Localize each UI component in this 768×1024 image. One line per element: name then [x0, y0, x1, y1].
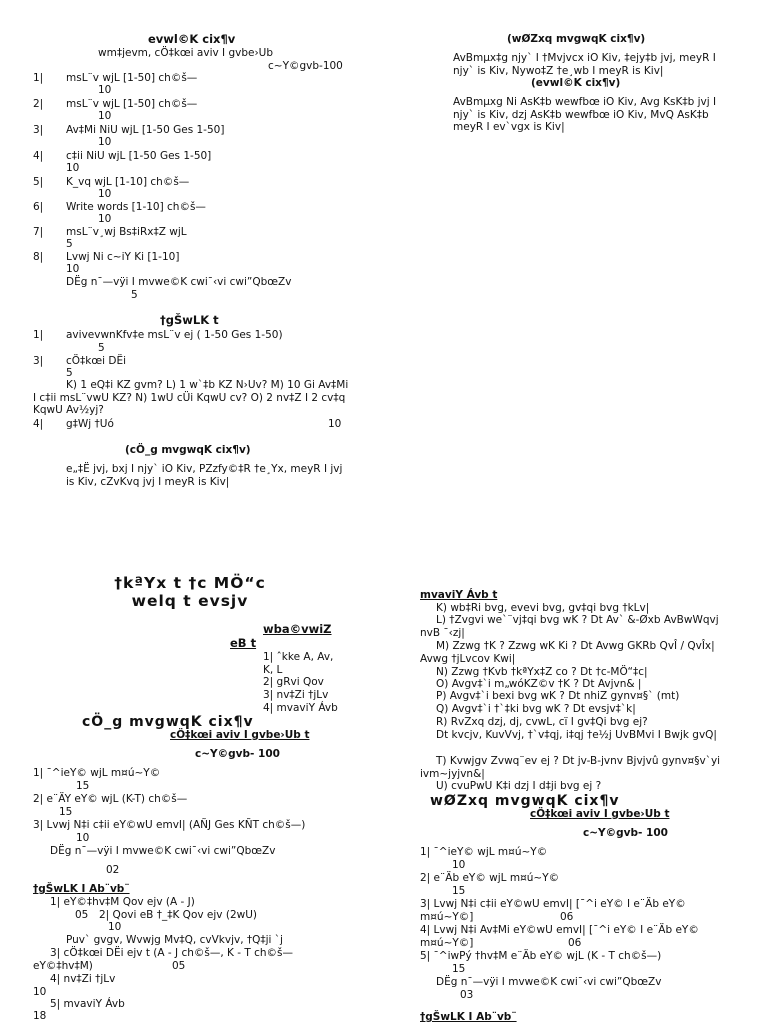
- oral-item-text: 1| eY©‡hv‡M Qov ejv (A - J): [50, 896, 195, 908]
- oral-item-text: g‡Wj †Uó: [66, 418, 114, 430]
- item-text: c‡ii NiU wjL [1-50 Ges 1-50]: [66, 150, 212, 162]
- item-number: 5|: [33, 176, 44, 188]
- exam-item-text: 4| Lvwj N‡i Av‡Mi eY©wU emvI| [¯^i eY© I e¨Äb eY© m¤ú~Y©]: [420, 924, 699, 949]
- subject-header: welq t evsjv: [131, 592, 249, 610]
- annual-term-text: AvBmµxg Ni AsK‡b wewfbœ iO Kiv, Avg KsK‡b jvj I njy` is Kiv, dzj AsK‡b wewfbœ iO Kiv, MvQ AsK‡b meyR I ev`vgx is Kiv|: [453, 96, 717, 134]
- list-item: O) Avgv‡`i m„wóKZ©v †K ? Dt Avjvn& |: [436, 678, 642, 690]
- item-marks: 10: [66, 263, 80, 275]
- item-text: msL¨v wjL [1-50] ch©š—: [66, 98, 198, 110]
- item-marks: 10: [98, 213, 112, 225]
- oral-item-text: cÖ‡kœi DËi: [66, 355, 127, 367]
- item-marks: 10: [66, 162, 80, 174]
- oral-item-marks: 5: [98, 342, 105, 354]
- oral-section-title: †gŠwLK t: [160, 313, 219, 327]
- syllabus-label: wba©vwiZ: [263, 622, 332, 636]
- first-term-text: e„‡Ë jvj, bxj I njy` iO Kiv, PZzfy©‡R †e¸Yx, meyR I jvj is Kiv, cZvKvq jvj I meyR is Kiv|: [66, 463, 343, 488]
- handwriting-note: DËg n¯—vÿi I mvwe©K cwi¯‹vi cwi”QbœZv: [66, 276, 292, 288]
- book-item: 4| mvaviY Ávb: [263, 702, 338, 714]
- list-item: L) †Zvgvi we`¨vj‡qi bvg wK ? Dt Av` &-Øxb AvBwWqvj nvB ¯‹zj|: [420, 614, 719, 639]
- rhyme-list: Puv` gvgv, Wvwjg Mv‡Q, cvVkvjv, †Q‡ji `j: [66, 934, 283, 946]
- oral-others-title: †gŠwLK I Ab¨vb¨: [420, 1011, 517, 1023]
- oral-item-text: 2| Qovi eB †_‡K Qov ejv (2wU): [99, 909, 258, 921]
- annual-exam-title: evwl©K cix¶v: [148, 32, 236, 46]
- oral-item-text: 4| nv‡Zi †jLv: [50, 973, 116, 985]
- item-text: msL¨v wjL [1-50] ch©š—: [66, 72, 198, 84]
- oral-item-marks: 05: [172, 960, 186, 972]
- class-header: †kªYx t †c MÖ“c: [114, 574, 266, 592]
- first-term-exam-title: cÖ_g mvgwqK cix¶v: [82, 714, 254, 730]
- item-text: msL¨v¸wj Bs‡iRx‡Z wjL: [66, 226, 187, 238]
- question-list: K) 1 eQ‡i KZ gvm? L) 1 w`‡b KZ N›Uv? M) 10 Gi Av‡Mi I c‡ii msL¨vwU KZ? N) 1wU cÜi KqwU cv? O) 2 nv‡Z I 2 cv‡q KqwU Av½yj?: [33, 379, 349, 417]
- general-knowledge-title: mvaviY Ávb t: [420, 589, 498, 601]
- item-text: Av‡Mi NiU wjL [1-50 Ges 1-50]: [66, 124, 225, 136]
- list-item: Q) Avgv‡`i †`‡ki bvg wK ? Dt evsjv‡`k|: [436, 703, 636, 715]
- item-text: Write words [1-10] ch©š—: [66, 201, 206, 213]
- handwriting-marks: 03: [460, 989, 474, 1001]
- handwriting-marks: 5: [131, 289, 138, 301]
- item-number: 6|: [33, 201, 44, 213]
- item-number: 7|: [33, 226, 44, 238]
- oral-item-marks: 05: [75, 909, 89, 921]
- oral-item-marks: 10: [108, 921, 122, 933]
- oral-item-marks: 10: [33, 986, 47, 998]
- exam-item-text: 3| Lvwj N‡i c‡ii eY©wU emvI| [¯^i eY© I e¨Äb eY© m¤ú~Y©]: [420, 898, 686, 923]
- syllabus-subtitle: wm‡jevm, cÖ‡kœi aviv I gvbe›Ub: [98, 47, 274, 59]
- annual-term-title: (evwl©K cix¶v): [531, 77, 621, 89]
- item-number: 4|: [33, 150, 44, 162]
- exam-item-marks: 10: [76, 832, 90, 844]
- item-marks: 10: [98, 84, 112, 96]
- exam-item-marks: 06: [560, 911, 574, 923]
- exam-item-marks: 15: [452, 885, 466, 897]
- exam-item-text: 1| ¯^ieY© wjL m¤ú~Y©: [33, 767, 161, 779]
- item-marks: 10: [98, 110, 112, 122]
- exam-item-text: 2| e¨Äb eY© wjL m¤ú~Y©: [420, 872, 560, 884]
- oral-item-text: 5| mvaviY Ávb: [50, 998, 125, 1010]
- exam-item-text: 3| Lvwj N‡i c‡ii eY©wU emvI| (AÑJ Ges KÑT ch©š—): [33, 819, 306, 831]
- item-text: Lvwj Ni c~iY Ki [1-10]: [66, 251, 180, 263]
- item-number: 3|: [33, 355, 44, 367]
- item-marks: 10: [98, 136, 112, 148]
- oral-others-title: †gŠwLK I Ab¨vb¨: [33, 883, 130, 895]
- exam-item-text: 2| e¨ÄY eY© wjL (K-T) ch©š—: [33, 793, 188, 805]
- second-term-title: (wØZxq mvgwqK cix¶v): [507, 33, 646, 45]
- second-term-exam-title: wØZxq mvgwqK cix¶v: [430, 793, 620, 809]
- oral-item-marks: 18: [33, 1010, 47, 1022]
- full-marks: c~Y©gvb- 100: [583, 827, 668, 839]
- book-item: 2| gRvi Qov: [263, 676, 324, 688]
- item-marks: 5: [66, 238, 73, 250]
- item-number: 4|: [33, 418, 44, 430]
- book-item: 1| ˆkke A, Av, K, L: [263, 651, 334, 676]
- exam-item-marks: 15: [59, 806, 73, 818]
- item-text: K_vq wjL [1-10] ch©š—: [66, 176, 190, 188]
- list-item: M) Zzwg †K ? Zzwg wK Ki ? Dt Avwg GKRb QvÎ / QvÎx| Avwg †jLvcov Kwi|: [420, 640, 715, 665]
- question-pattern-label: cÖ‡kœi aviv I gvbe›Ub t: [530, 808, 670, 820]
- first-term-title: (cÖ_g mvgwqK cix¶v): [125, 444, 251, 456]
- full-marks: c~Y©gvb-100: [268, 60, 343, 72]
- list-item: Dt kvcjv, KuvVvj, †`v‡qj, i‡qj †e½j UvBMvi I Bwjk gvQ|: [436, 729, 717, 741]
- item-number: 8|: [33, 251, 44, 263]
- handwriting-note: DËg n¯—vÿi I mvwe©K cwi¯‹vi cwi”QbœZv: [50, 845, 276, 857]
- handwriting-marks: 02: [106, 864, 120, 876]
- book-item: 3| nv‡Zi †jLv: [263, 689, 329, 701]
- exam-item-marks: 15: [452, 963, 466, 975]
- list-item: T) Kvwjgv Zvwq¨ev ej ? Dt jv-B-jvnv Bjvjvû gynv¤§v`yi ivm~jyjvn&|: [420, 755, 721, 780]
- question-pattern-label: cÖ‡kœi aviv I gvbe›Ub t: [170, 729, 310, 741]
- exam-item-text: 5| ¯^iwPý †hv‡M e¨Äb eY© wjL (K - T ch©š—): [420, 950, 662, 962]
- list-item: U) cvuPwU K‡i dzj I d‡ji bvg ej ?: [436, 780, 602, 792]
- item-number: 3|: [33, 124, 44, 136]
- item-number: 1|: [33, 329, 44, 341]
- item-marks: 10: [98, 188, 112, 200]
- list-item: P) Avgv‡`i bexi bvg wK ? Dt nhiZ gynv¤§` (mt): [436, 690, 680, 702]
- exam-item-marks: 10: [452, 859, 466, 871]
- exam-item-text: 1| ¯^ieY© wjL m¤ú~Y©: [420, 846, 548, 858]
- oral-item-text: avivevwnKfv‡e msL¨v ej ( 1-50 Ges 1-50): [66, 329, 283, 341]
- item-number: 2|: [33, 98, 44, 110]
- oral-item-marks: 10: [328, 418, 342, 430]
- second-term-text: AvBmµx‡g njy` I †Mvjvcx iO Kiv, ‡ejy‡b jvj, meyR I njy` is Kiv, Nywo‡Z †e¸wb I meyR is Kiv|: [453, 52, 716, 77]
- list-item: R) RvZxq dzj, dj, cvwL, cï I gv‡Qi bvg ej?: [436, 716, 648, 728]
- oral-item-text: 3| cÖ‡kœi DËi ejv t (A - J ch©š—, K - T ch©š— eY©‡hv‡M): [33, 947, 294, 972]
- books-label: eB t: [230, 636, 257, 650]
- item-number: 1|: [33, 72, 44, 84]
- handwriting-note: DËg n¯—vÿi I mvwe©K cwi¯‹vi cwi”QbœZv: [436, 976, 662, 988]
- list-item: N) Zzwg †Kvb †kªYx‡Z co ? Dt †c-MÖ“‡c|: [436, 666, 648, 678]
- list-item: K) wb‡Ri bvg, evevi bvg, gv‡qi bvg †kLv|: [436, 602, 650, 614]
- oral-item-marks: 5: [66, 367, 73, 379]
- exam-item-marks: 06: [568, 937, 582, 949]
- exam-item-marks: 15: [76, 780, 90, 792]
- full-marks: c~Y©gvb- 100: [195, 748, 280, 760]
